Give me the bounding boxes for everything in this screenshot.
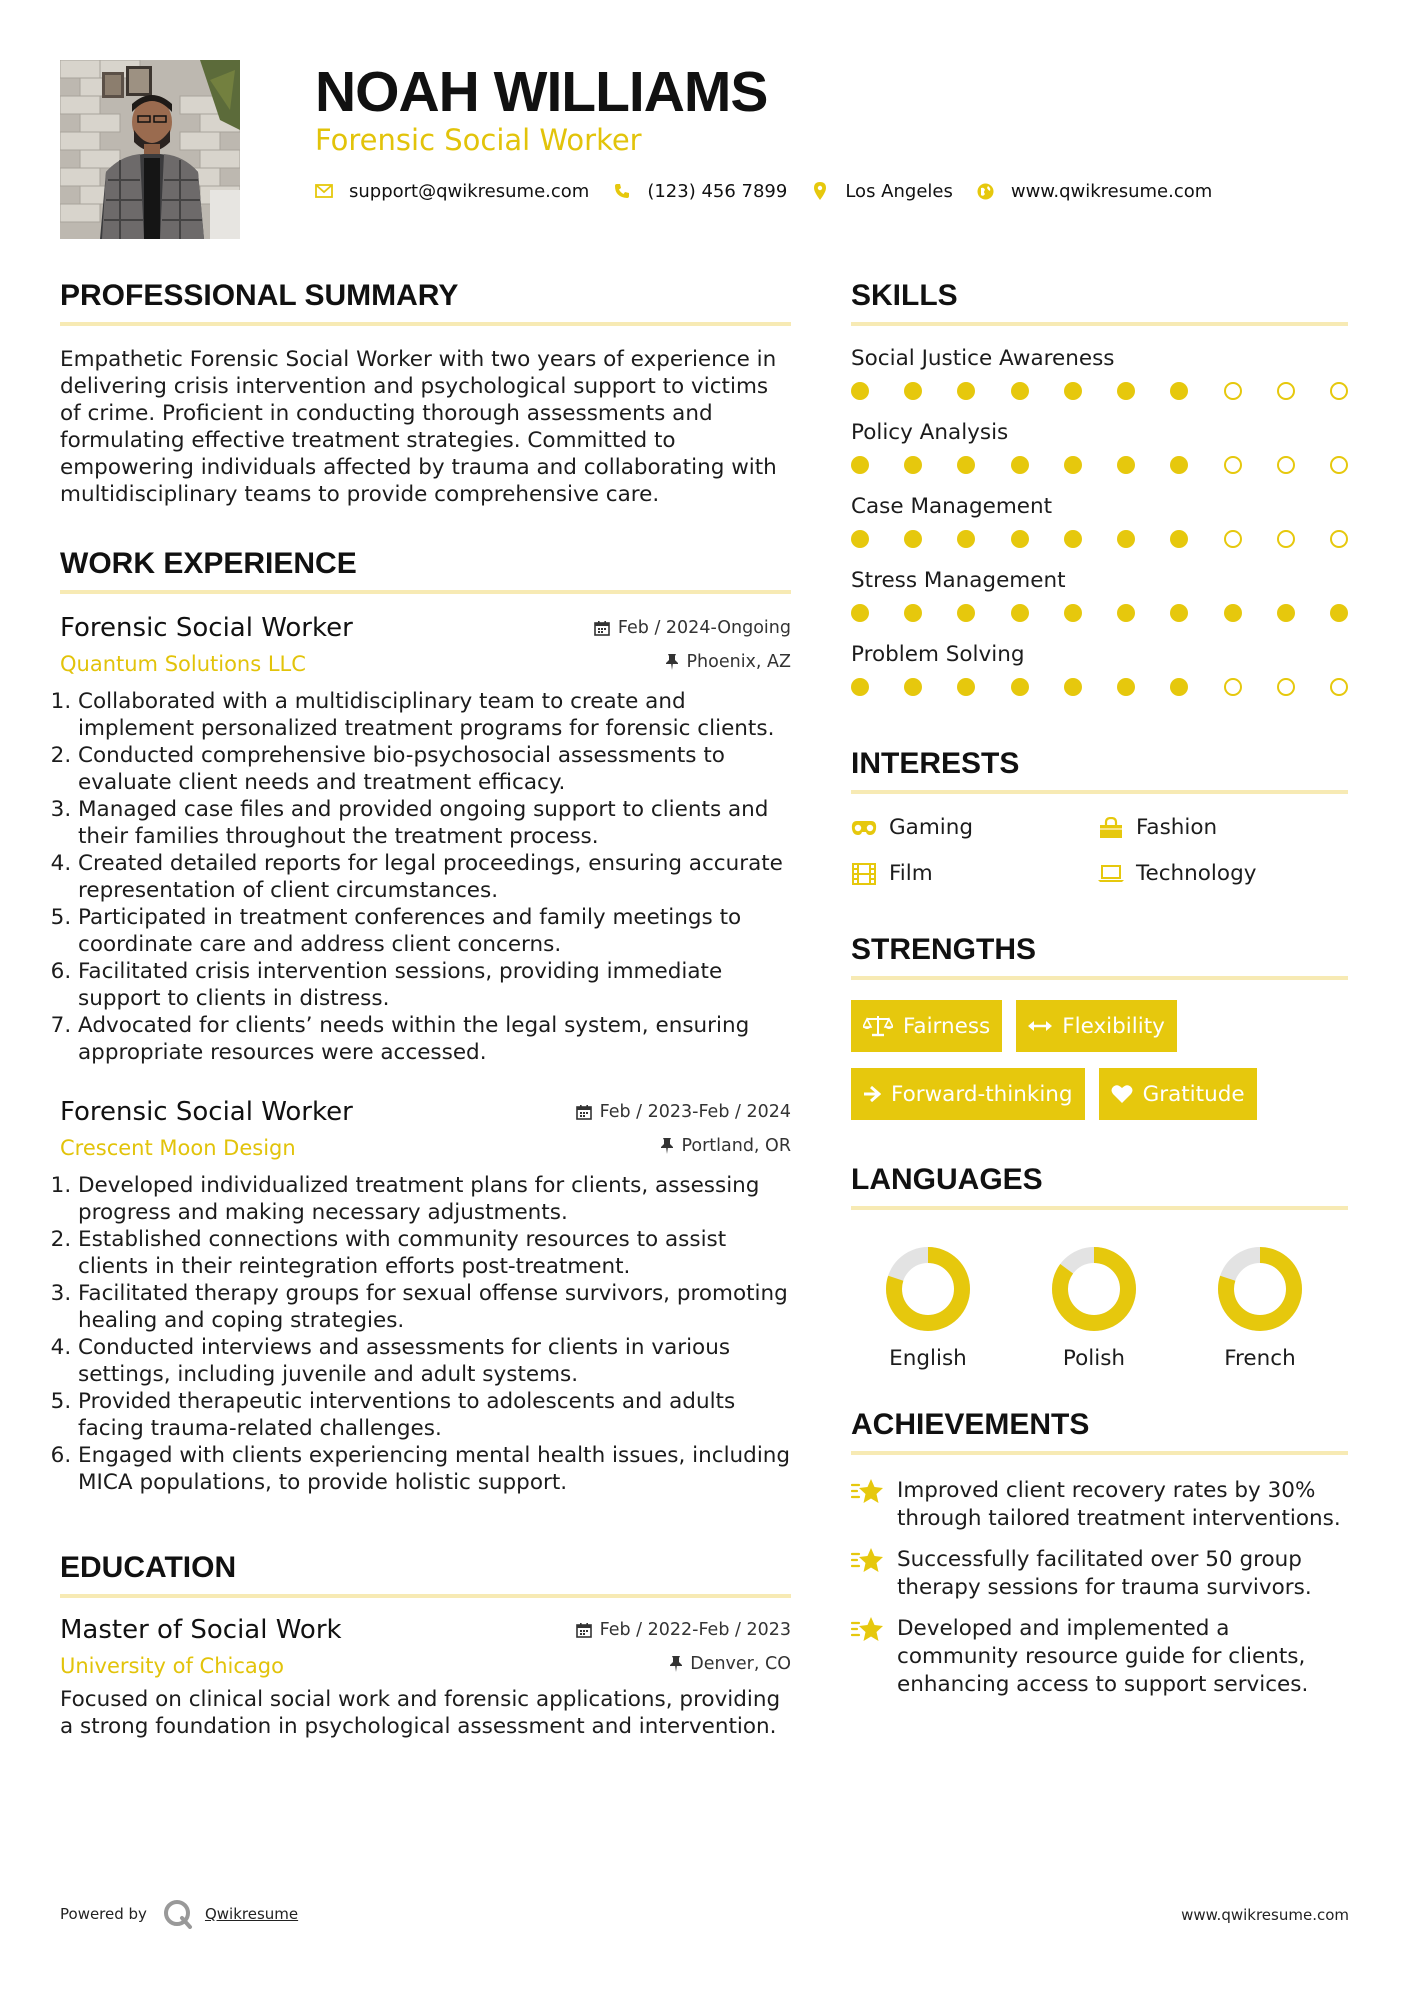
education-entry (60, 1614, 791, 1740)
interest-label: Technology (1136, 861, 1257, 886)
skill-dot-filled (957, 604, 975, 622)
skill-item (851, 346, 1348, 400)
skill-label: Problem Solving (851, 642, 1025, 667)
skill-dot-filled (904, 530, 922, 548)
skill-dot-empty (1224, 678, 1242, 696)
gamepad-icon (851, 817, 877, 839)
qwikresume-logo-icon (163, 1899, 193, 1929)
languages-section (851, 1162, 1348, 1371)
skill-dot-filled (1011, 456, 1029, 474)
skill-rating (851, 604, 1348, 622)
language-donut (1217, 1246, 1303, 1332)
skill-dot-filled (1064, 382, 1082, 400)
right-column (851, 278, 1348, 1712)
location-pin-icon (811, 182, 829, 200)
language-donut (885, 1246, 971, 1332)
film-icon (851, 863, 877, 885)
skill-item (851, 568, 1348, 622)
section-divider (851, 976, 1348, 980)
list-item: 5. Participated in treatment conferences and family meetings to coordinate care and address client concerns. (78, 904, 791, 958)
skill-rating (851, 382, 1348, 400)
list-item: 4. Created detailed reports for legal proceedings, ensuring accurate representation of client circumstances. (78, 850, 791, 904)
achievements-list (851, 1477, 1348, 1699)
skill-item (851, 494, 1348, 548)
skills-section (851, 278, 1348, 696)
education-section (60, 1550, 791, 1740)
skill-dot-empty (1330, 382, 1348, 400)
strengths-tags (851, 1000, 1348, 1120)
job-bullets (60, 1172, 791, 1496)
skill-dot-filled (1011, 382, 1029, 400)
list-item: 3. Facilitated therapy groups for sexual offense survivors, promoting healing and coping strategies. (78, 1280, 791, 1334)
achievement-text: Successfully facilitated over 50 group therapy sessions for trauma survivors. (897, 1547, 1312, 1600)
shopping-bag-icon (1098, 817, 1124, 839)
pushpin-icon (670, 1656, 682, 1672)
contact-phone-text: (123) 456 7899 (647, 180, 788, 202)
skill-dot-filled (1170, 530, 1188, 548)
interests-section (851, 746, 1348, 888)
achievements-heading: ACHIEVEMENTS (851, 1408, 1090, 1441)
section-divider (60, 322, 791, 326)
skill-rating (851, 530, 1348, 548)
achievement-item (851, 1546, 1348, 1602)
skill-dot-filled (851, 456, 869, 474)
laptop-icon (1098, 863, 1124, 885)
strength-tag (1016, 1000, 1177, 1052)
skill-label: Social Justice Awareness (851, 346, 1115, 371)
contact-bar (315, 178, 1236, 204)
star-icon (851, 1615, 885, 1643)
skill-dot-filled (904, 678, 922, 696)
job-location-text: Portland, OR (681, 1136, 791, 1156)
skill-item (851, 420, 1348, 474)
list-item: 2. Established connections with community resources to assist clients in their reintegration efforts post-treatment. (78, 1226, 791, 1280)
contact-location (811, 181, 953, 202)
calendar-icon (576, 1622, 592, 1638)
education-description: Focused on clinical social work and forensic applications, providing a strong foundation in psychological assessment and intervention. (60, 1687, 781, 1739)
skill-dot-filled (851, 678, 869, 696)
job-location-text: Phoenix, AZ (686, 652, 791, 672)
skill-label: Stress Management (851, 568, 1066, 593)
section-divider (851, 1206, 1348, 1210)
skill-dot-filled (957, 530, 975, 548)
skill-dot-empty (1224, 456, 1242, 474)
skill-dot-filled (1330, 604, 1348, 622)
skill-dot-filled (1011, 530, 1029, 548)
strength-label: Flexibility (1062, 1013, 1165, 1039)
skill-dot-filled (1064, 530, 1082, 548)
skill-rating (851, 456, 1348, 474)
footer-powered-by (60, 1899, 298, 1929)
skill-dot-filled (1064, 678, 1082, 696)
languages-list (851, 1246, 1348, 1371)
contact-website[interactable] (977, 181, 1212, 202)
skill-dot-filled (1117, 530, 1135, 548)
strengths-section (851, 932, 1348, 1120)
calendar-icon (594, 620, 610, 636)
interests-grid (851, 814, 1348, 888)
arrow-right-icon (863, 1085, 881, 1103)
skill-rating (851, 678, 1348, 696)
summary-section (60, 278, 791, 508)
skill-dot-filled (904, 604, 922, 622)
list-item: 6. Facilitated crisis intervention sessions, providing immediate support to clients in distress. (78, 958, 791, 1012)
achievements-section (851, 1407, 1348, 1699)
profile-photo (60, 60, 240, 239)
list-item: 1. Developed individualized treatment plans for clients, assessing progress and making necessary adjustments. (78, 1172, 791, 1226)
job-title: Forensic Social Worker (60, 1097, 353, 1127)
section-divider (851, 1451, 1348, 1455)
section-divider (851, 322, 1348, 326)
achievement-text: Developed and implemented a community resource guide for clients, enhancing access to support services. (897, 1616, 1309, 1697)
education-date-text: Feb / 2022-Feb / 2023 (599, 1620, 791, 1640)
skill-dot-filled (1170, 382, 1188, 400)
powered-by-text: Powered by (60, 1905, 147, 1923)
job-title: Forensic Social Worker (60, 613, 353, 643)
strength-tag (851, 1068, 1085, 1120)
star-icon (851, 1477, 885, 1505)
job-bullets (60, 688, 791, 1066)
skill-dot-empty (1330, 530, 1348, 548)
brand-link[interactable]: Qwikresume (204, 1905, 299, 1923)
skill-dot-filled (957, 678, 975, 696)
skill-dot-filled (904, 456, 922, 474)
job-date (576, 1102, 791, 1122)
skills-list (851, 346, 1348, 696)
contact-location-text: Los Angeles (845, 180, 953, 202)
section-divider (60, 590, 791, 594)
footer-url[interactable]: www.qwikresume.com (1181, 1906, 1349, 1924)
language-item (1011, 1246, 1177, 1371)
contact-website-text: www.qwikresume.com (1010, 180, 1213, 202)
contact-email[interactable] (315, 181, 589, 202)
pushpin-icon (666, 654, 678, 670)
skill-dot-filled (1170, 456, 1188, 474)
achievement-item (851, 1477, 1348, 1533)
degree-title: Master of Social Work (60, 1615, 342, 1645)
interest-item (851, 814, 1098, 842)
skill-dot-empty (1277, 530, 1295, 548)
job-entry (60, 612, 791, 1066)
list-item: 1. Collaborated with a multidisciplinary team to create and implement personalized treatment programs for forensic clients. (78, 688, 791, 742)
summary-heading: PROFESSIONAL SUMMARY (60, 279, 459, 312)
interest-item (1098, 814, 1348, 842)
strengths-heading: STRENGTHS (851, 933, 1037, 966)
achievement-text: Improved client recovery rates by 30% through tailored treatment interventions. (897, 1478, 1341, 1531)
skill-dot-filled (851, 530, 869, 548)
job-date-text: Feb / 2024-Ongoing (617, 618, 791, 638)
skill-item (851, 642, 1348, 696)
strength-label: Gratitude (1142, 1081, 1245, 1107)
skills-heading: SKILLS (851, 279, 958, 312)
skill-dot-filled (1117, 678, 1135, 696)
interest-label: Film (889, 861, 933, 886)
skill-dot-empty (1277, 678, 1295, 696)
job-date (594, 618, 791, 638)
strength-label: Forward-thinking (891, 1081, 1073, 1107)
skill-dot-filled (957, 456, 975, 474)
education-heading: EDUCATION (60, 1551, 237, 1584)
left-column (60, 278, 791, 1740)
list-item: 6. Engaged with clients experiencing mental health issues, including MICA populations, to provide holistic support. (78, 1442, 791, 1496)
skill-label: Policy Analysis (851, 420, 1009, 445)
skill-dot-filled (1011, 604, 1029, 622)
experience-heading: WORK EXPERIENCE (60, 547, 357, 580)
skill-dot-empty (1277, 456, 1295, 474)
experience-section (60, 546, 791, 1496)
skill-dot-filled (851, 382, 869, 400)
job-date-text: Feb / 2023-Feb / 2024 (599, 1102, 791, 1122)
education-location-text: Denver, CO (690, 1654, 791, 1674)
skill-dot-empty (1330, 678, 1348, 696)
skill-dot-filled (1117, 382, 1135, 400)
calendar-icon (576, 1104, 592, 1120)
interest-label: Fashion (1136, 815, 1218, 840)
job-company: Crescent Moon Design (60, 1136, 296, 1160)
section-divider (60, 1594, 791, 1598)
skill-dot-filled (1170, 678, 1188, 696)
list-item: 7. Advocated for clients’ needs within the legal system, ensuring appropriate resources were accessed. (78, 1012, 791, 1066)
strength-label: Fairness (903, 1013, 991, 1039)
phone-icon (613, 182, 631, 200)
language-label: Polish (1062, 1346, 1126, 1371)
candidate-title: Forensic Social Worker (315, 123, 642, 157)
interest-item (1098, 860, 1348, 888)
language-item (845, 1246, 1011, 1371)
summary-text: Empathetic Forensic Social Worker with two years of experience in delivering crisis intervention and psychological support to victims of crime. Proficient in conducting thorough assessments and formulating effective treatment strategies. Committed to empowering individuals affected by trauma and collaborating with multidisciplinary teams to provide comprehensive care. (60, 347, 777, 507)
job-location (661, 1136, 791, 1156)
education-location (670, 1654, 791, 1674)
school-name: University of Chicago (60, 1654, 284, 1678)
job-company: Quantum Solutions LLC (60, 652, 306, 676)
skill-dot-filled (1117, 456, 1135, 474)
arrows-horizontal-icon (1028, 1020, 1052, 1032)
skill-dot-filled (1117, 604, 1135, 622)
list-item: 3. Managed case files and provided ongoing support to clients and their families throughout the treatment process. (78, 796, 791, 850)
list-item: 4. Conducted interviews and assessments for clients in various settings, including juvenile and adult systems. (78, 1334, 791, 1388)
skill-dot-filled (1277, 604, 1295, 622)
scale-icon (863, 1015, 893, 1037)
language-donut (1051, 1246, 1137, 1332)
contact-phone[interactable] (613, 181, 787, 202)
skill-dot-filled (1011, 678, 1029, 696)
language-label: French (1224, 1346, 1296, 1371)
pushpin-icon (661, 1138, 673, 1154)
star-icon (851, 1546, 885, 1574)
job-location (666, 652, 791, 672)
job-entry (60, 1096, 791, 1496)
skill-dot-filled (1064, 456, 1082, 474)
globe-icon (977, 182, 995, 200)
skill-dot-filled (957, 382, 975, 400)
interest-label: Gaming (889, 815, 974, 840)
skill-dot-filled (1224, 604, 1242, 622)
skill-label: Case Management (851, 494, 1053, 519)
skill-dot-empty (1330, 456, 1348, 474)
heart-icon (1111, 1084, 1133, 1104)
skill-dot-empty (1224, 530, 1242, 548)
skill-dot-filled (851, 604, 869, 622)
skill-dot-empty (1277, 382, 1295, 400)
list-item: 5. Provided therapeutic interventions to adolescents and adults facing trauma-related challenges. (78, 1388, 791, 1442)
strength-tag (851, 1000, 1002, 1052)
language-label: English (889, 1346, 967, 1371)
candidate-name: NOAH WILLIAMS (315, 60, 768, 124)
interests-heading: INTERESTS (851, 747, 1020, 780)
list-item: 2. Conducted comprehensive bio-psychosocial assessments to evaluate client needs and treatment efficacy. (78, 742, 791, 796)
language-item (1177, 1246, 1343, 1371)
strength-tag (1099, 1068, 1257, 1120)
achievement-item (851, 1615, 1348, 1699)
skill-dot-filled (1170, 604, 1188, 622)
skill-dot-filled (1064, 604, 1082, 622)
skill-dot-filled (904, 382, 922, 400)
skill-dot-empty (1224, 382, 1242, 400)
education-date (576, 1620, 791, 1640)
contact-email-text: support@qwikresume.com (349, 180, 590, 202)
mail-icon (315, 182, 333, 200)
section-divider (851, 790, 1348, 794)
interest-item (851, 860, 1098, 888)
languages-heading: LANGUAGES (851, 1163, 1043, 1196)
